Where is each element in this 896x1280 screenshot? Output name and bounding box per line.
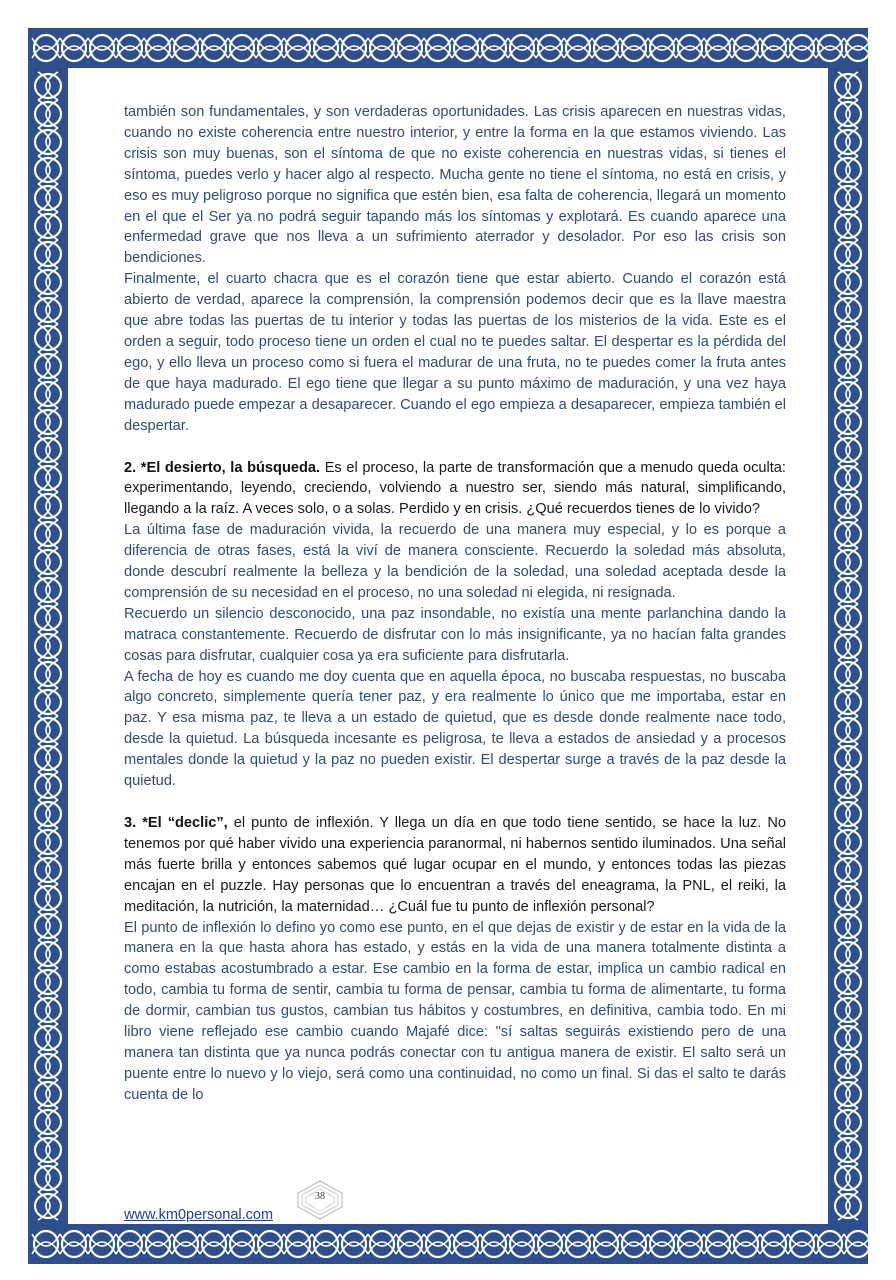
question-heading: 3. *El “declic”,: [124, 815, 228, 831]
page-body: [124, 102, 786, 1106]
paragraph: Recuerdo un silencio desconocido, una paz insondable, no existía una mente parlanchina dando la matraca constantemente. Recuerdo de disfrutar con lo más insignificante, ya no hacían falta grandes cosas para disfrutar, cualquier cosa ya era suficiente para disfrutarla.: [124, 605, 786, 664]
question-text: Es el proceso, la parte de transformación que a menudo queda oculta: experimentando, leyendo, creciendo, volviendo a nuestro ser, siendo más natural, simplificando, llegando a la raíz. A veces solo, o a solas. Perdido y en crisis. ¿Qué recuerdos tienes de lo vivido?: [124, 459, 786, 518]
question-heading: 2. *El desierto, la búsqueda.: [124, 459, 321, 476]
paragraph: El punto de inflexión lo defino yo como ese punto, en el que dejas de existir y de estar en la vida de la manera en la que hasta ahora has estado, y estás en la vida de una manera totalmente distinta a como estabas acostumbrado a estar. Ese cambio en la forma de estar, implica un cambio radical en todo, cambia tu forma de sentir, cambia tu forma de pensar, cambia tu forma de alimentarte, tu forma de dormir, cambian tus gustos, cambian tus hábitos y costumbres, en definitiva, cambia todo. En mi libro viene reflejado ese cambio cuando Majafé dice: "sí saltas seguirás existiendo pero de una manera tan distinta que ya nunca podrás conectar con tu antigua manera de existir. El salto será un puente entre lo nuevo y lo viejo, será como una continuidad, no como un final. Si das el salto te darás cuenta de lo: [124, 919, 786, 1103]
question-paragraph: [124, 813, 786, 918]
question-paragraph: [124, 458, 786, 521]
website-link[interactable]: www.km0personal.com: [124, 1207, 274, 1223]
paragraph-gap: [124, 437, 786, 458]
paragraph: también son fundamentales, y son verdaderas oportunidades. Las crisis aparecen en nuestras vidas, cuando no existe coherencia entre nuestro interior, y entre la forma en la que estamos viviendo. Las crisis son muy buenas, son el síntoma de que no existe coherencia en nuestras vidas, si tienes el síntoma, puedes verlo y hacer algo al respecto. Mucha gente no tiene el síntoma, no está en crisis, y eso es muy peligroso porque no significa que estén bien, esa falta de coherencia, llegará un momento en el que el Ser ya no podrá seguir tapando más los síntomas y explotará. Es cuando aparece una enfermedad grave que nos lleva a un sufrimiento aterrador y desolador. Por eso las crisis son bendiciones.: [124, 104, 786, 267]
page-number-badge: [297, 1180, 343, 1220]
paragraph-gap: [124, 792, 786, 813]
paragraph: A fecha de hoy es cuando me doy cuenta que en aquella época, no buscaba respuestas, no buscaba algo concreto, simplemente quería tener paz, y era realmente lo único que me importaba, estar en paz. Y esa misma paz, te lleva a un estado de quietud, que es desde donde realmente nace todo, desde la quietud. La búsqueda incesante es peligrosa, te lleva a estados de ansiedad y a procesos mentales donde la quietud y la paz no pueden existir. El despertar surge a través de la paz desde la quietud.: [124, 668, 786, 790]
paragraph: La última fase de maduración vivida, la recuerdo de una manera muy especial, y lo es porque a diferencia de otras fases, está la viví de manera consciente. Recuerdo la soledad más absoluta, donde descubrí realmente la belleza y la bendición de la soledad, una soledad aceptada desde la comprensión de su necesidad en el proceso, no una soledad ni elegida, ni resignada.: [124, 522, 786, 601]
paragraph: Finalmente, el cuarto chacra que es el corazón tiene que estar abierto. Cuando el corazón está abierto de verdad, aparece la comprensión, la comprensión podemos decir que es la llave maestra que abre todas las puertas de tu interior y todas las puertas de los misterios de la vida. Este es el orden a seguir, todo proceso tiene un orden el cual no te puedes saltar. El despertar es la pérdida del ego, y ello lleva un proceso como si fuera el madurar de una fruta, no te puedes comer la fruta antes de que haya madurado. El ego tiene que llegar a su punto máximo de maduración, y una vez haya madurado puede empezar a desaparecer. Cuando el ego empieza a desaparecer, empieza también el despertar.: [124, 271, 786, 434]
question-text: el punto de inflexión. Y llega un día en que todo tiene sentido, se hace la luz. No tenemos por qué haber vivido una experiencia paranormal, ni habernos sentido iluminados. Una señal más fuerte brilla y entonces sabemos qué lugar ocupar en el mundo, y entonces todas las piezas encajan en el puzzle. Hay personas que lo encuentran a través del eneagrama, la PNL, el reiki, la meditación, la nutrición, la maternidad… ¿Cuál fue tu punto de inflexión personal?: [124, 815, 786, 915]
page-number: 38: [315, 1191, 325, 1202]
